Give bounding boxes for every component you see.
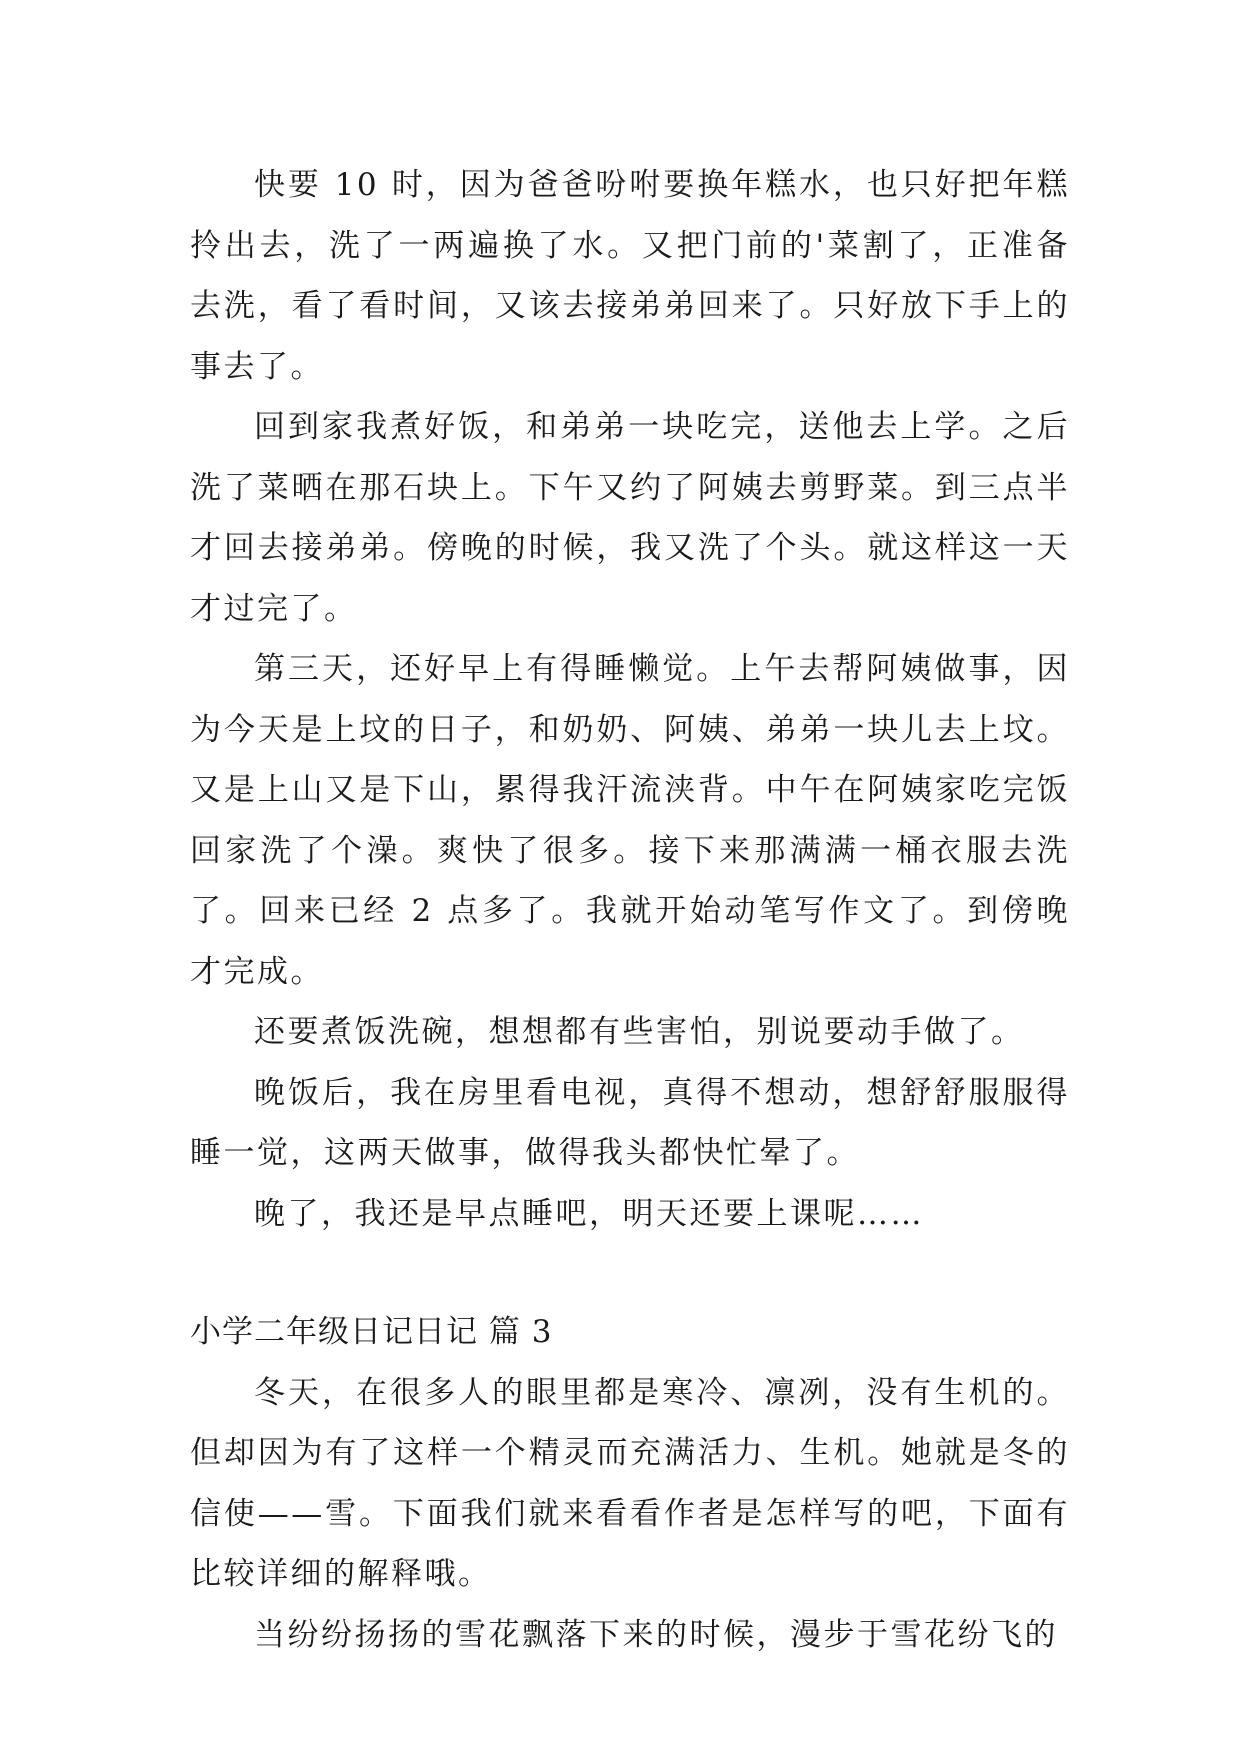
paragraph: 晚了，我还是早点睡吧，明天还要上课呢…… — [254, 1195, 924, 1232]
paragraph: 回到家我煮好饭，和弟弟一块吃完，送他去上学。之后洗了菜晒在那石块上。下午又约了阿姨去剪野菜。到三点半才回去接弟弟。傍晚的时候，我又洗了个头。就这样这一天才过完了。 — [190, 409, 1070, 627]
paragraph: 晚饭后，我在房里看电视，真得不想动，想舒舒服服得睡一觉，这两天做事，做得我头都快忙晕了。 — [190, 1074, 1070, 1171]
paragraph: 第三天，还好早上有得睡懒觉。上午去帮阿姨做事，因为今天是上坟的日子，和奶奶、阿姨、弟弟一块儿去上坟。又是上山又是下山，累得我汗流浃背。中午在阿姨家吃完饭回家洗了个澡。爽快了很多。接下来那满满一桶衣服去洗了。回来已经 2 点多了。我就开始动笔写作文了。到傍晚才完成。 — [190, 651, 1070, 990]
paragraph: 当纷纷扬扬的雪花飘落下来的时候，漫步于雪花纷飞的 — [254, 1616, 1058, 1653]
section-heading: 小学二年级日记日记 篇 3 — [190, 1314, 553, 1350]
document-page — [190, 155, 1070, 1665]
paragraph: 快要 10 时，因为爸爸吩咐要换年糕水，也只好把年糕拎出去，洗了一两遍换了水。又把门前的'菜割了，正准备去洗，看了看时间，又该去接弟弟回来了。只好放下手上的事去了。 — [190, 167, 1070, 385]
paragraph: 冬天，在很多人的眼里都是寒冷、凛冽，没有生机的。但却因为有了这样一个精灵而充满活力、生机。她就是冬的信使——雪。下面我们就来看看作者是怎样写的吧，下面有比较详细的解释哦。 — [190, 1374, 1070, 1592]
paragraph: 还要煮饭洗碗，想想都有些害怕，别说要动手做了。 — [254, 1014, 1025, 1050]
section-spacer — [190, 1244, 1070, 1302]
